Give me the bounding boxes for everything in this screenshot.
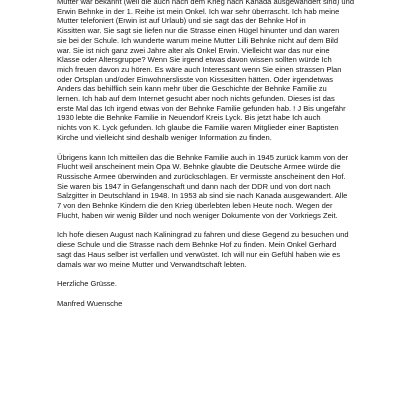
paragraph-gap [57,220,390,230]
paragraph-gap [57,289,390,299]
letter-paragraph-1: Mutter war bekannt (weil die auch nach dem Krieg nach Kanada ausgewandert sind) und Erwin Behnke in der 1. Reihe ist mein Onkel. Ich war sehr überrascht. Ich hab meine Mutter telefoniert (Erwin ist auf Urlaub) und sie sagt das der Behnke Hof in Kissitten war. Sie sagt sie liefen nur die Strasse einen Hügel hinunter und dan waren sie bei der Schule. Ich wunderte warum meine Mutter Lilli Behnke nicht auf dem Bild war. Sie ist nich ganz zwei Jahre alter als Onkel Erwin. Vielleicht war das nur eine Klasse oder Altersgruppe? Wenn Sie irgend etwas davon wissen sollten würde Ich mich freuen davon zu hören. Es wäre auch Interessant wenn Sie einen strassen Plan oder Ortsplan und/oder Einwohnerslisste von Kissesitten hätten. Oder irgendetwas Anders das behilflich sein kann mehr über die Geschichte der Behnke Familie zu lernen. Ich hab auf dem Internet gesucht aber noch nichts gefunden. Dieses ist das erste Mal das Ich irgend etwas von der Behnke Familie gefunden hab. ! J Bis ungefähr 1930 lebte die Behnke Familie in Neuendorf Kreis Lyck. Bis jetzt habe Ich auch nichts von K. Lyck gefunden. Ich glaube die Familie waren Mitglieder einer Baptisten Kirche und vielleicht sind deshalb weniger Information zu finden. [57,0,355,142]
letter-signature: Manfred Wuensche [57,298,123,308]
letter-greeting: Herzliche Grüsse. [57,279,117,289]
letter-paragraph-3: Ich hofe diesen August nach Kaliningrad zu fahren und diese Gegend zu besuchen und diese Schule und die Strasse nach dem Behnke Hof zu finden. Mein Onkel Gerhard sagt das Haus selber ist verfallen und verwüstet. Ich will nur ein Gefühl haben wie es damals war wo meine Mutter und Verwandtschaft lebten. [57,230,349,269]
paragraph-gap [57,269,390,279]
letter-paragraph-2: Übrigens kann Ich mitteilen das die Behnke Familie auch in 1945 zurück kamm von der Flucht weil anscheinent mein Opa W. Behnke glaubte die Deutsche Armee würde die Russische Armee überwinden and zurückschlagen. Er vermisste anscheinent den Hof. Sie waren bis 1947 in Gefangenschaft und dann nach der DDR und von dort nach Salzgitter in Deutschland in 1948. In 1953 ab sind sie nach Kanada ausgewandert. Alle 7 von den Behnke Kindern die den Krieg überlebten leben Heute noch. Wegen der Flucht, haben wir wenig Bilder und noch weniger Dokumente von der Vorkriegs Zeit. [57,152,349,220]
letter-body [57,0,390,309]
paragraph-gap [57,143,390,153]
